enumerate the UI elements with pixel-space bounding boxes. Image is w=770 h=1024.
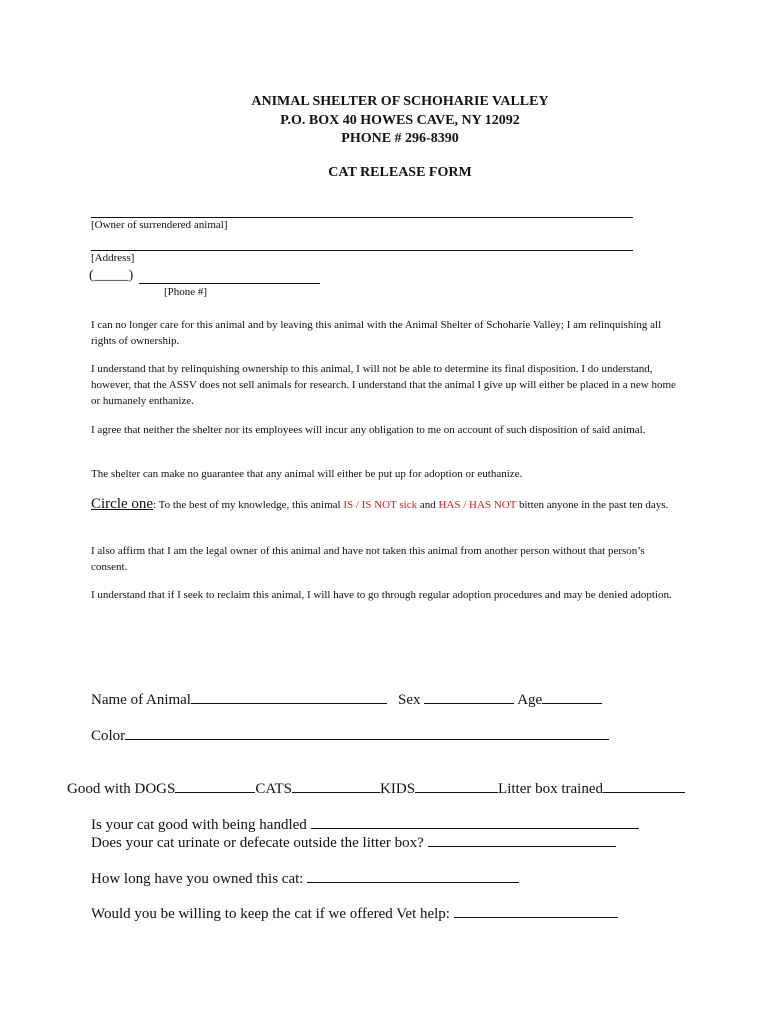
handled-line[interactable] [311,813,639,829]
phone-number-line[interactable] [139,269,320,284]
litter-label: Litter box trained [498,781,604,797]
cats-label: CATS [255,781,293,797]
litter-line[interactable] [603,777,685,793]
dogs-line[interactable] [175,777,255,793]
disposition-paragraph: I understand that by relinquishing ownership to this animal, I will not be able to determine its final disposition. I do understand, however, that the ASSV does not sell animals for research. I understand that the animal I give up will either be placed in a new home or humanely enthanize. [91,363,676,407]
vet-row [91,902,618,923]
name-of-animal-label: Name of Animal [91,692,191,708]
guarantee-paragraph: The shelter can make no guarantee that any animal will either be put up for adoption or euthanize. [91,468,523,480]
sex-age-row [398,688,602,709]
age-label: Age [517,692,543,708]
color-line[interactable] [125,724,609,740]
vet-line[interactable] [454,902,618,918]
good-with-row [67,777,685,798]
phone-label: [Phone #] [164,286,208,298]
org-address: P.O. BOX 40 HOWES CAVE, NY 12092 [280,113,520,128]
reclaim-paragraph: I understand that if I seek to reclaim this animal, I will have to go through regular adoption procedures and may be denied adoption. [91,589,672,601]
circle-one-text1: : To the best of my knowledge, this animal [153,499,344,511]
name-of-animal-line[interactable] [191,688,387,704]
phone-area-code[interactable]: (_____) [89,268,134,283]
obligation-paragraph: I agree that neither the shelter nor its employees will incur any obligation to me on account of such disposition of said animal. [91,424,646,436]
org-phone: PHONE # 296-8390 [341,131,459,146]
urinate-label: Does your cat urinate or defecate outside the litter box? [91,835,424,851]
address-label: [Address] [91,252,135,264]
dogs-label: Good with DOGS [67,781,176,797]
ownership-affirm-paragraph: I also affirm that I am the legal owner of this animal and have not taken this animal from another person without that person’s consent. [91,545,645,573]
form-title: CAT RELEASE FORM [328,165,472,180]
circle-one-text2: and [417,499,439,511]
sex-line[interactable] [424,688,514,704]
color-label: Color [91,728,126,744]
urinate-line[interactable] [428,831,616,847]
address-line[interactable] [91,236,633,251]
relinquish-paragraph: I can no longer care for this animal and by leaving this animal with the Animal Shelter of Schoharie Valley; I am relinquishing all rights of ownership. [91,319,662,347]
owned-row [91,867,519,888]
sick-option[interactable]: IS / IS NOT sick [343,499,418,511]
urinate-row [91,831,616,852]
kids-line[interactable] [415,777,498,793]
circle-one-text3: bitten anyone in the past ten days. [516,499,669,511]
color-row [91,724,609,745]
owner-name-line[interactable] [91,203,633,218]
name-of-animal-row [91,688,387,709]
circle-one-label: Circle one [91,496,154,512]
owned-line[interactable] [307,867,519,883]
sex-label: Sex [398,692,421,708]
owned-label: How long have you owned this cat: [91,871,304,887]
org-name: ANIMAL SHELTER OF SCHOHARIE VALLEY [251,94,549,109]
vet-label: Would you be willing to keep the cat if we offered Vet help: [91,906,450,922]
cats-line[interactable] [292,777,380,793]
owner-label: [Owner of surrendered animal] [91,219,228,231]
handled-label: Is your cat good with being handled [91,817,307,833]
bitten-option[interactable]: HAS / HAS NOT [438,499,517,511]
age-line[interactable] [542,688,602,704]
kids-label: KIDS [380,781,416,797]
circle-one-paragraph [91,496,681,513]
